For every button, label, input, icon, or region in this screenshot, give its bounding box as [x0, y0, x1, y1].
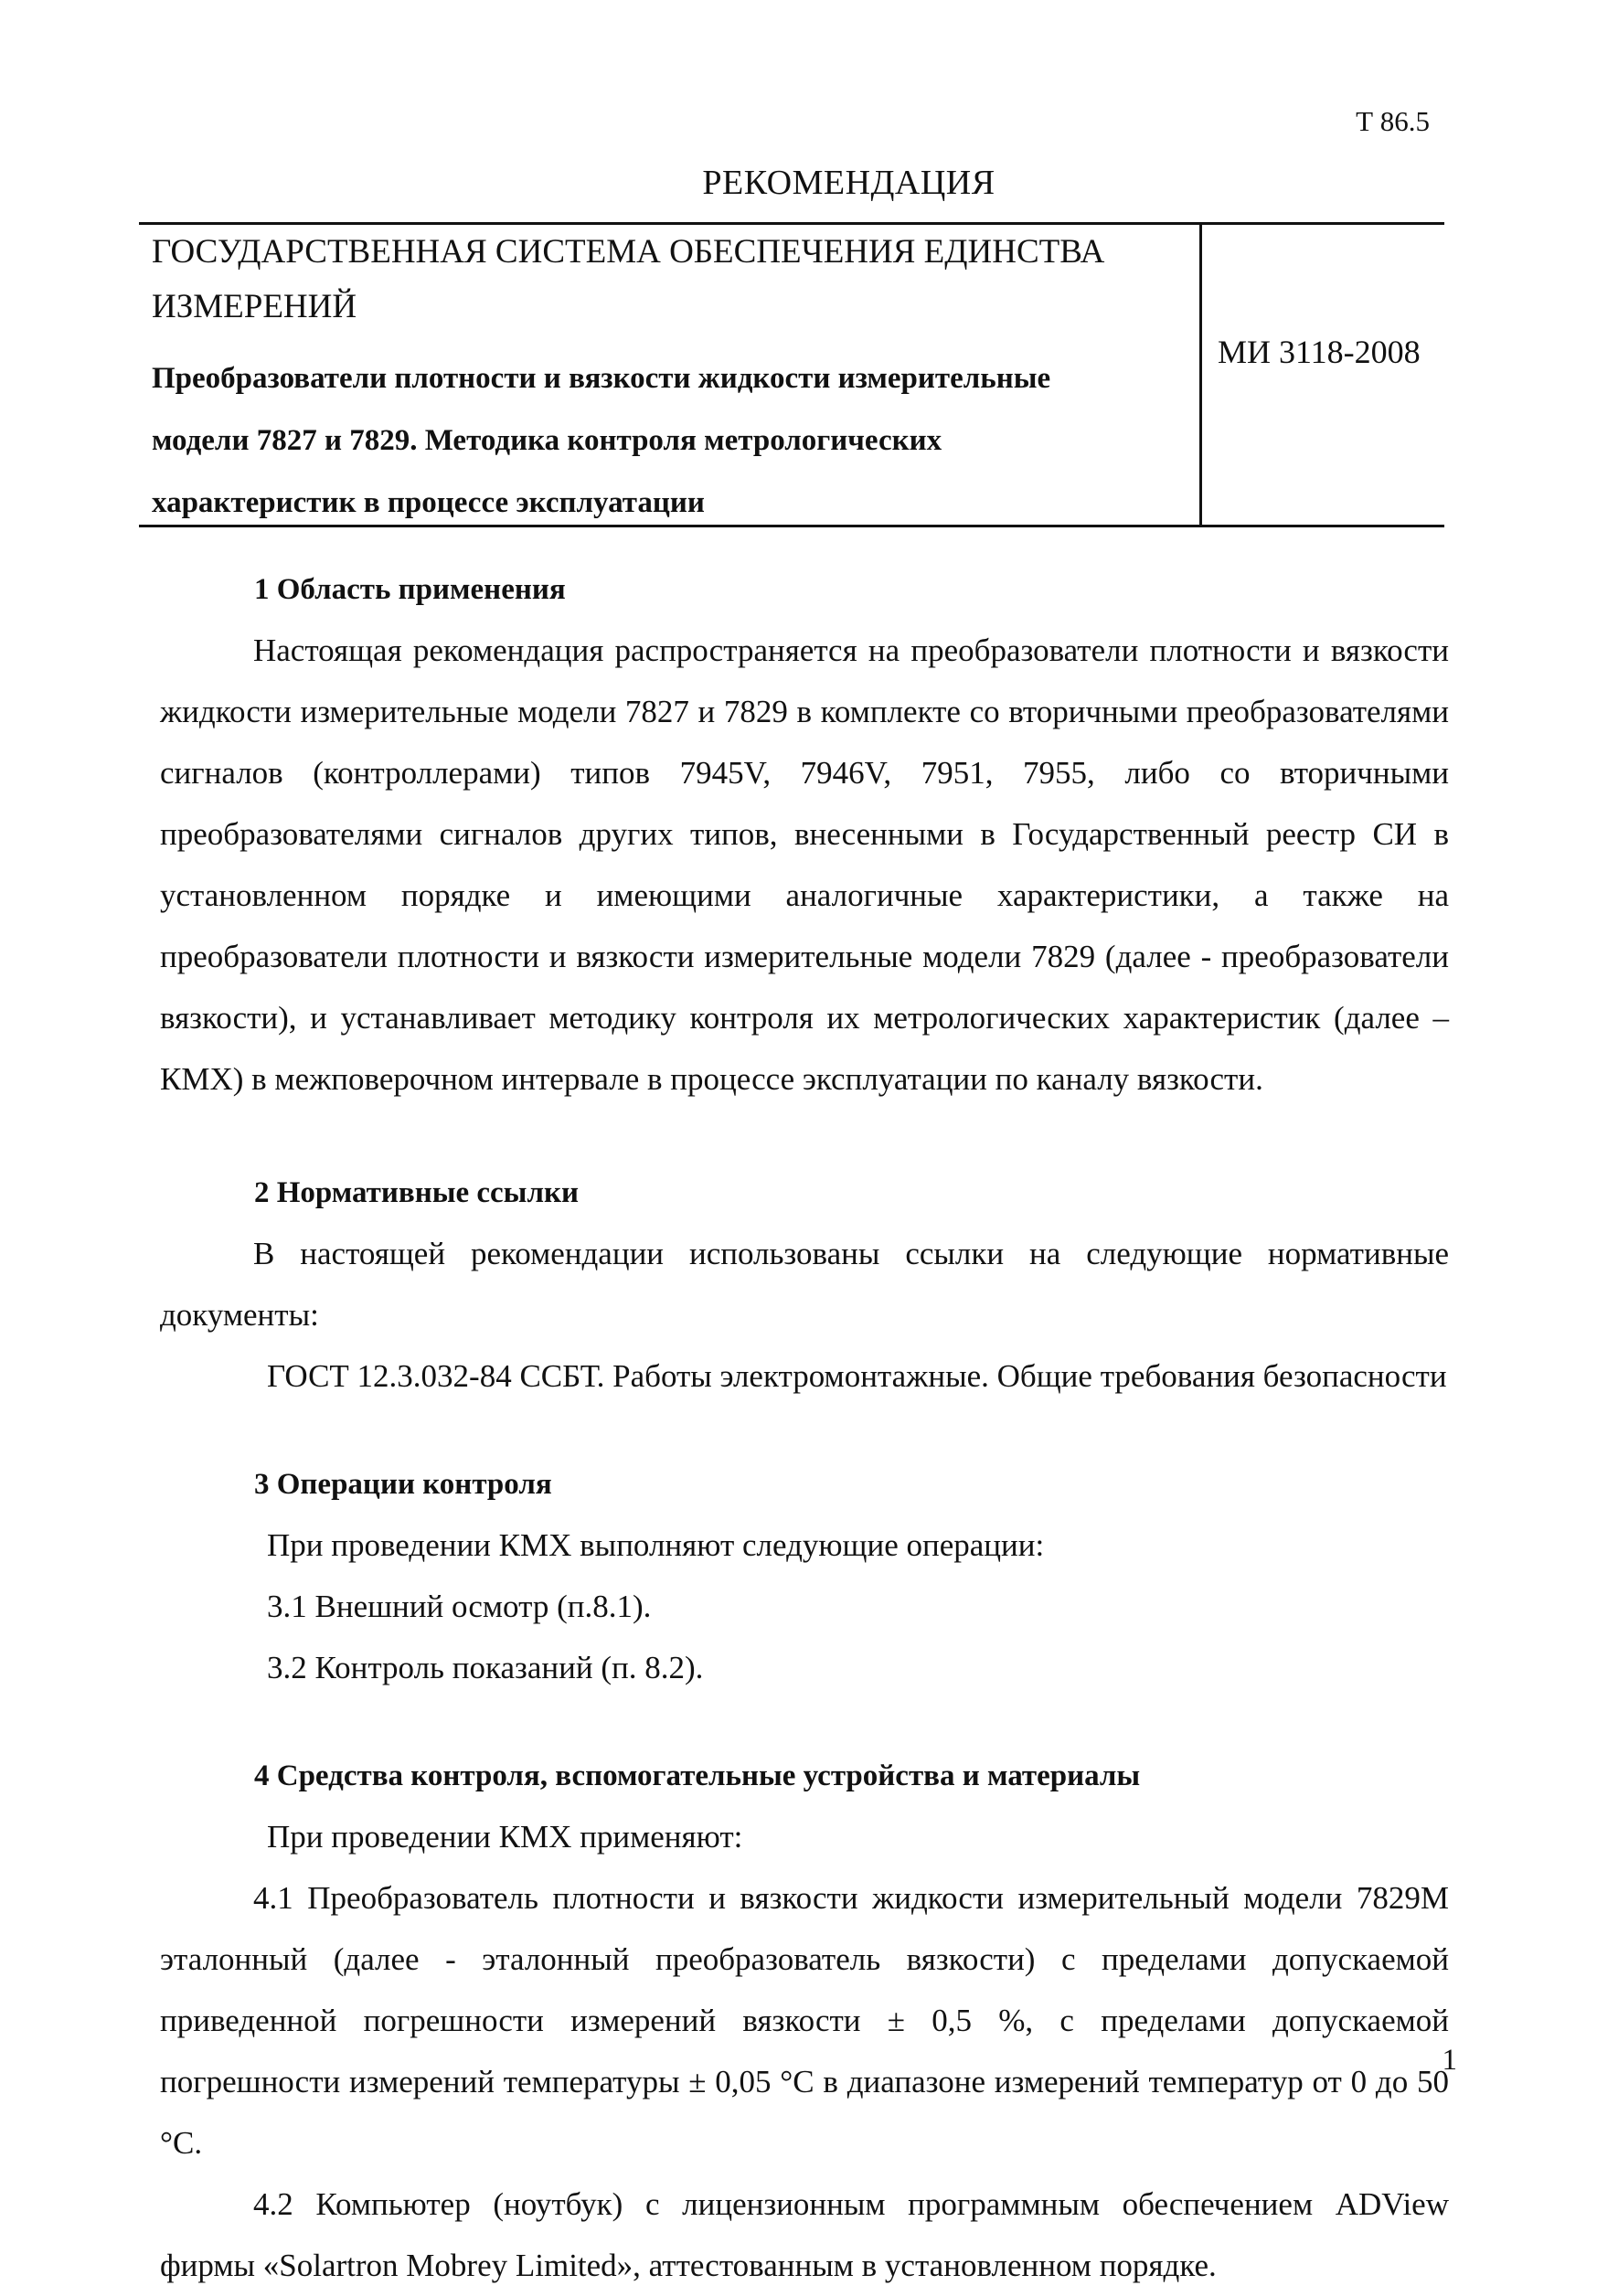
header-table: [139, 222, 1444, 527]
system-name: [152, 225, 1194, 335]
section-4-intro: При проведении КМХ применяют:: [267, 1819, 743, 1855]
document-title-line1: Преобразователи плотности и вязкости жидкости измерительные: [152, 362, 1051, 395]
document-title-line3: характеристик в процессе эксплуатации: [152, 486, 705, 519]
section-2-heading: 2 Нормативные ссылки: [254, 1176, 579, 1209]
header-left-cell: [152, 225, 1194, 534]
document-title: [152, 347, 1194, 534]
section-2-reference: ГОСТ 12.3.032-84 ССБТ. Работы электромонтажные. Общие требования безопасности: [267, 1358, 1447, 1394]
section-1-text: Настоящая рекомендация распространяется на преобразователи плотности и вязкости жидкости измерительные модели 7827 и 7829 в комплекте со вторичными преобразователями сигналов (контроллерами) типов 7945V, 7946V, 7951, 7955, либо со вторичными преобразователями сигналов других типов, внесенными в Государственный реестр СИ в установленном порядке и имеющими аналогичные характеристики, а также на преобразователи плотности и вязкости измерительные модели 7829 (далее - преобразователи вязкости), и устанавливает методику контроля их метрологических характеристик (далее – КМХ) в межповерочном интервале в процессе эксплуатации по каналу вязкости.: [160, 632, 1449, 1097]
section-4-heading: 4 Средства контроля, вспомогательные устройства и материалы: [254, 1759, 1141, 1792]
section-4-item-1: 4.1 Преобразователь плотности и вязкости жидкости измерительный модели 7829М эталонный (далее - эталонный преобразователь вязкости) с пределами допускаемой приведенной погрешности измерений вязкости ± 0,5 %, с пределами допускаемой погрешности измерений температуры ± 0,05 °С в диапазоне измерений температур от 0 до 50 °С.: [160, 1880, 1449, 2161]
system-name-line2: ИЗМЕРЕНИЙ: [152, 288, 357, 325]
page-number: 1: [1442, 2044, 1457, 2077]
document-title-line2: модели 7827 и 7829. Методика контроля метрологических: [152, 424, 942, 457]
section-1-heading: 1 Область применения: [254, 573, 566, 606]
header-divider: [1199, 225, 1202, 525]
document-body: [160, 559, 1449, 2296]
section-4-item-2: 4.2 Компьютер (ноутбук) с лицензионным программным обеспечением ADView фирмы «Solartron Mobrey Limited», аттестованным в установленном порядке.: [160, 2186, 1449, 2283]
document-code: Т 86.5: [1356, 105, 1430, 137]
section-3-intro: При проведении КМХ выполняют следующие операции:: [267, 1527, 1045, 1563]
document-number: МИ 3118-2008: [1218, 334, 1421, 370]
system-name-line1: ГОСУДАРСТВЕННАЯ СИСТЕМА ОБЕСПЕЧЕНИЯ ЕДИНСТВА: [152, 233, 1105, 271]
section-3-item-1: 3.1 Внешний осмотр (п.8.1).: [267, 1589, 652, 1624]
section-3-heading: 3 Операции контроля: [254, 1468, 552, 1501]
section-3-item-2: 3.2 Контроль показаний (п. 8.2).: [267, 1650, 704, 1685]
recommendation-label: РЕКОМЕНДАЦИЯ: [702, 164, 995, 202]
section-2-text: В настоящей рекомендации использованы ссылки на следующие нормативные документы:: [160, 1236, 1449, 1333]
